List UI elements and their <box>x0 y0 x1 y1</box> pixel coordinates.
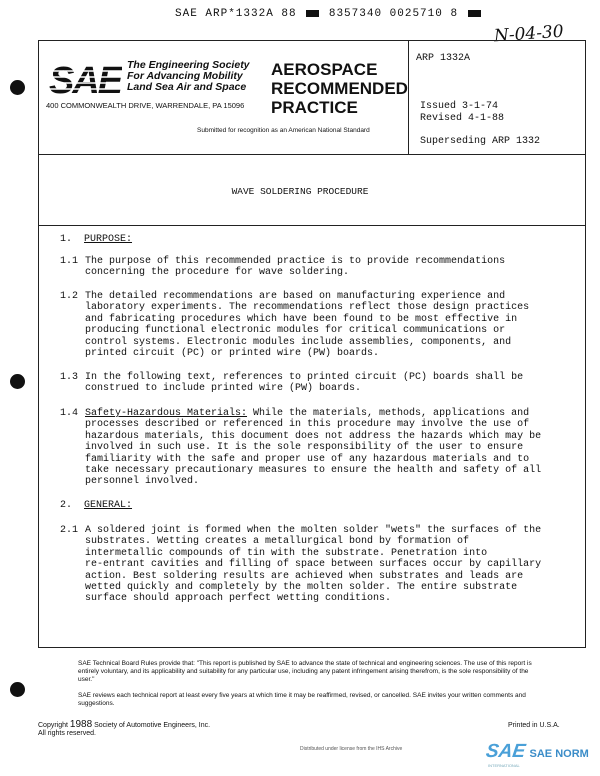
section-heading: PURPOSE: <box>84 234 133 245</box>
document-title: WAVE SOLDERING PROCEDURE <box>231 186 369 197</box>
binder-hole-icon <box>10 374 25 389</box>
binder-hole-icon <box>10 682 25 697</box>
scan-code-text: SAE ARP*1332A 88 <box>175 8 297 20</box>
doc-type-line-3: PRACTICE <box>271 98 358 117</box>
doc-type-line-1: AEROSPACE <box>271 60 378 79</box>
paragraph-number: 1.4 <box>60 408 79 419</box>
society-line-2: For Advancing Mobility <box>127 70 243 82</box>
society-line-3: Land Sea Air and Space <box>127 81 247 93</box>
society-line-1: The Engineering Society <box>127 59 250 71</box>
document-type <box>271 60 408 117</box>
superseding: Superseding ARP 1332 <box>420 136 541 147</box>
watermark <box>486 741 589 768</box>
paragraph-number: 1.2 <box>60 291 79 302</box>
footer-policy: SAE Technical Board Rules provide that: "This report is published by SAE to advance the state of technical and engineering sciences. The use of this report is entirely voluntary, and its applicability and suitability for any particular use, including any patent infringement arising therefrom, is the sole responsibility of the user." <box>78 660 532 683</box>
title-divider <box>38 225 586 226</box>
paragraph-text: The detailed recommendations are based on manufacturing experience and laboratory experiments. The recommendations reflect those design practices and fabricating procedures which have been found to be most effective in producing functional electronic modules for critical communications or control systems. Electronic modules include assemblies, components, and printed circuit (PC) or printed wire (PW) boards. <box>85 291 530 360</box>
paragraph-text: In the following text, references to printed circuit (PC) boards shall be construed to include printed wire (PW) boards. <box>85 372 524 395</box>
paragraph-text: The purpose of this recommended practice is to provide recommendations concerning the procedure for wave soldering. <box>85 256 506 279</box>
copyright-year: 1988 <box>69 719 93 730</box>
arp-number: ARP 1332A <box>416 53 471 64</box>
footer-review: SAE reviews each technical report at least every five years at which time it may be reaffirmed, revised, or cancelled. SAE invites your written comments and suggestions. <box>78 692 526 707</box>
revised-date: Revised 4-1-88 <box>420 113 505 124</box>
header-column-divider <box>408 40 409 154</box>
scan-code-text-2: 8357340 0025710 8 <box>328 8 459 20</box>
watermark-sub: INTERNATIONAL <box>488 763 520 768</box>
handwritten-note: N-04-30 <box>493 21 565 47</box>
paragraph-number: 1.1 <box>60 256 79 267</box>
doc-type-line-2: RECOMMENDED <box>271 79 408 98</box>
paragraph-lead: Safety-Hazardous Materials: <box>85 408 248 419</box>
sae-logo-mark: SAE <box>49 62 122 96</box>
copyright <box>38 721 210 738</box>
section-heading: GENERAL: <box>84 500 133 511</box>
paragraph-number: 1.3 <box>60 372 79 383</box>
distribution-note: Distributed under license from the IHS Archive <box>300 746 403 752</box>
section-number: 2. <box>60 500 73 511</box>
printed-in: Printed in U.S.A. <box>508 722 560 729</box>
issued-date: Issued 3-1-74 <box>420 101 499 112</box>
paragraph-text: While the materials, methods, applications and processes described or referenced in this procedure may involve the use of hazardous materials, this document does not address the hazards which may be involved in such use. It is the sole responsibility of the user to ensure familiarity with the safe and proper use of any hazardous materials and to take necessary precautionary measures to ensure the health and safety of all personnel involved. <box>85 408 542 488</box>
header-divider <box>38 154 586 155</box>
paragraph-block <box>85 408 545 488</box>
copyright-owner: Society of Automotive Engineers, Inc. <box>94 722 211 729</box>
watermark-logo-icon: SAE <box>484 741 527 762</box>
barcode-block-icon <box>468 10 481 17</box>
society-address: 400 COMMONWEALTH DRIVE, WARRENDALE, PA 15096 <box>46 101 245 110</box>
rights-reserved: All rights reserved. <box>38 730 96 737</box>
section-number: 1. <box>60 234 73 245</box>
paragraph-number: 2.1 <box>60 525 79 536</box>
sae-logo-icon <box>48 62 122 96</box>
paragraph-text: A soldered joint is formed when the molten solder "wets" the surfaces of the substrates. Wetting creates a metallurgical bond by formation of intermetallic compounds of tin with the substrate. Penetration into re-entrant cavities and filling of space between surfaces occur by capillary action. Best soldering results are achieved when substrates and leads are wetted quickly and completely by the molten solder. The entire substrate surface should approach perfect wetting conditions. <box>85 525 542 605</box>
watermark-text: SAE NORM <box>529 748 589 760</box>
binder-hole-icon <box>10 80 25 95</box>
copyright-label: Copyright <box>38 722 68 729</box>
scan-code <box>175 8 483 20</box>
barcode-block-icon <box>306 10 319 17</box>
submitted-note: Submitted for recognition as an American National Standard <box>197 127 370 134</box>
